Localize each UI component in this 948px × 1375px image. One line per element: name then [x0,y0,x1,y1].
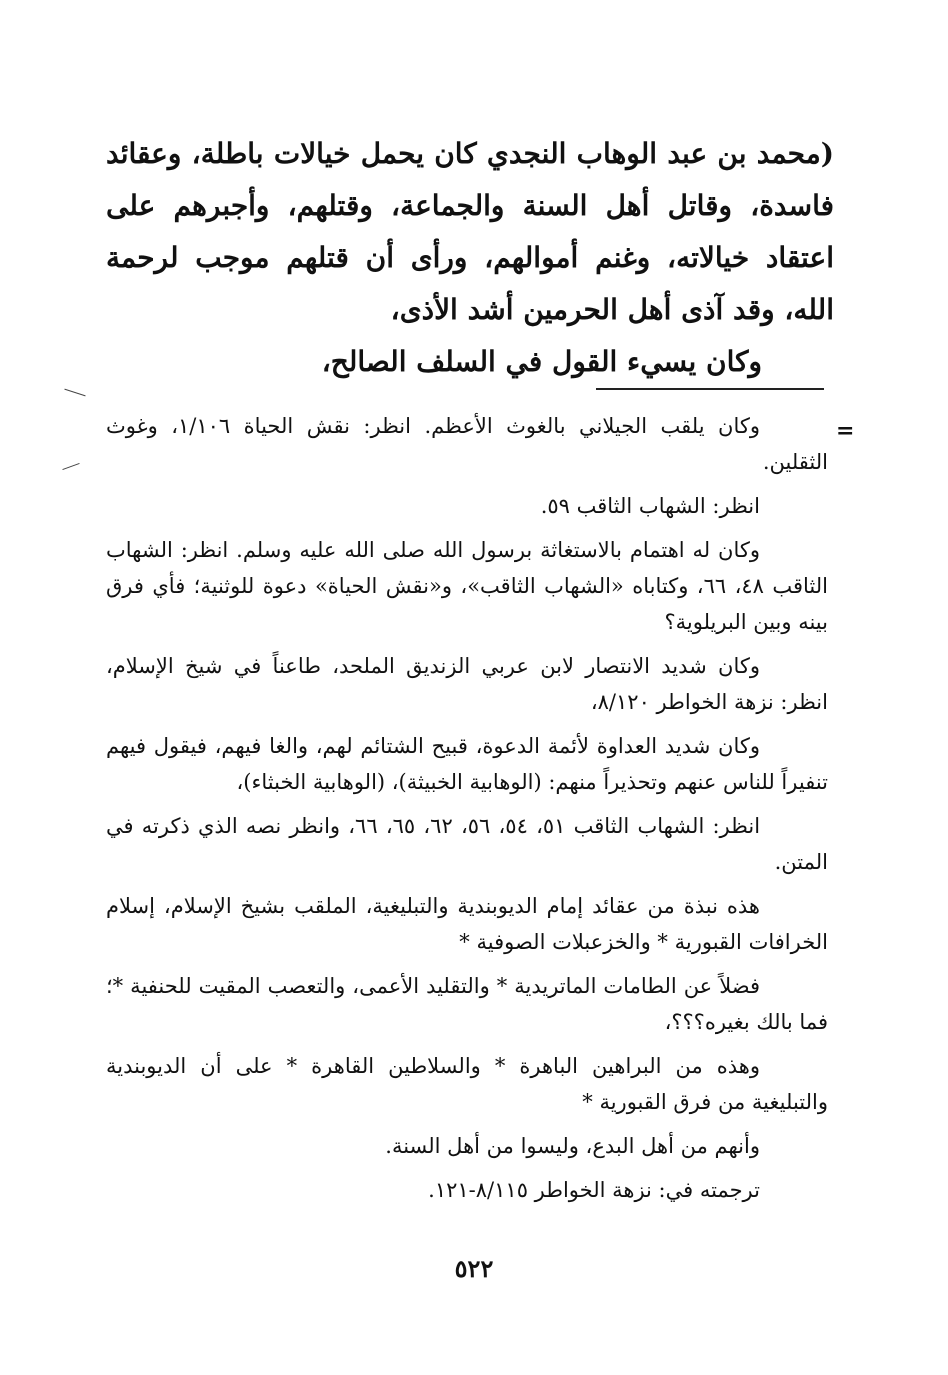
footnote-paragraph: ترجمته في: نزهة الخواطر ٨/١١٥-١٢١. [428,1178,760,1202]
footnotes [106,408,828,1216]
page-number: ٥٢٢ [454,1254,494,1283]
footnote-paragraph: فضلاً عن الطامات الماتريدية * والتقليد الأعمى، والتعصب المقيت للحنفية *؛ فما بالك بغيره؟؟؟، [106,974,828,1034]
continuation-mark: = [836,418,855,444]
footnote-paragraph: وهذه من البراهين الباهرة * والسلاطين القاهرة * على أن الديوبندية والتبليغية من فرق القبورية * [106,1054,828,1114]
main-paragraph: وكان يسيء القول في السلف الصالح، [321,345,762,378]
main-text [106,128,834,388]
footnote-paragraph: وكان يلقب الجيلاني بالغوث الأعظم. انظر: نقش الحياة ١/١٠٦، وغوث الثقلين. [106,414,828,474]
footnote-paragraph: انظر: الشهاب الثاقب ٥٩. [540,494,760,518]
margin-pen-mark [62,463,79,470]
footnote-paragraph: هذه نبذة من عقائد إمام الديوبندية والتبليغية، الملقب بشيخ الإسلام، إسلام الخرافات القبورية * والخزعبلات الصوفية * [106,894,828,954]
footnote-paragraph: وكان له اهتمام بالاستغاثة برسول الله صلى الله عليه وسلم. انظر: الشهاب الثاقب ٤٨، ٦٦، وكتاباه «الشهاب الثاقب»، و«نقش الحياة» دعوة للوثنية؛ فأي فرق بينه وبين البريلوية؟ [106,538,828,634]
footnote-paragraph: وكان شديد العداوة لأئمة الدعوة، قبيح الشتائم لهم، والغا فيهم، فيقول فيهم تنفيراً للناس عنهم وتحذيراً منهم: (الوهابية الخبيثة)، (الوهابية الخبثاء)، [106,734,828,794]
main-paragraph: (محمد بن عبد الوهاب النجدي كان يحمل خيالات باطلة، وعقائد فاسدة، وقاتل أهل السنة والجماعة، وقتلهم، وأجبرهم على اعتقاد خيالاته، وغنم أموالهم، ورأى أن قتلهم موجب لرحمة الله، وقد آذى أهل الحرمين أشد الأذى، [106,137,834,326]
footnote-paragraph: وأنهم من أهل البدع، وليسوا من أهل السنة. [385,1134,760,1158]
footnote-separator [596,388,824,390]
footnote-paragraph: وكان شديد الانتصار لابن عربي الزنديق الملحد، طاعناً في شيخ الإسلام، انظر: نزهة الخواطر ٨/١٢٠، [106,654,828,714]
footnote-paragraph: انظر: الشهاب الثاقب ٥١، ٥٤، ٥٦، ٦٢، ٦٥، ٦٦، وانظر نصه الذي ذكرته في المتن. [106,814,828,874]
margin-pen-mark [64,389,85,397]
